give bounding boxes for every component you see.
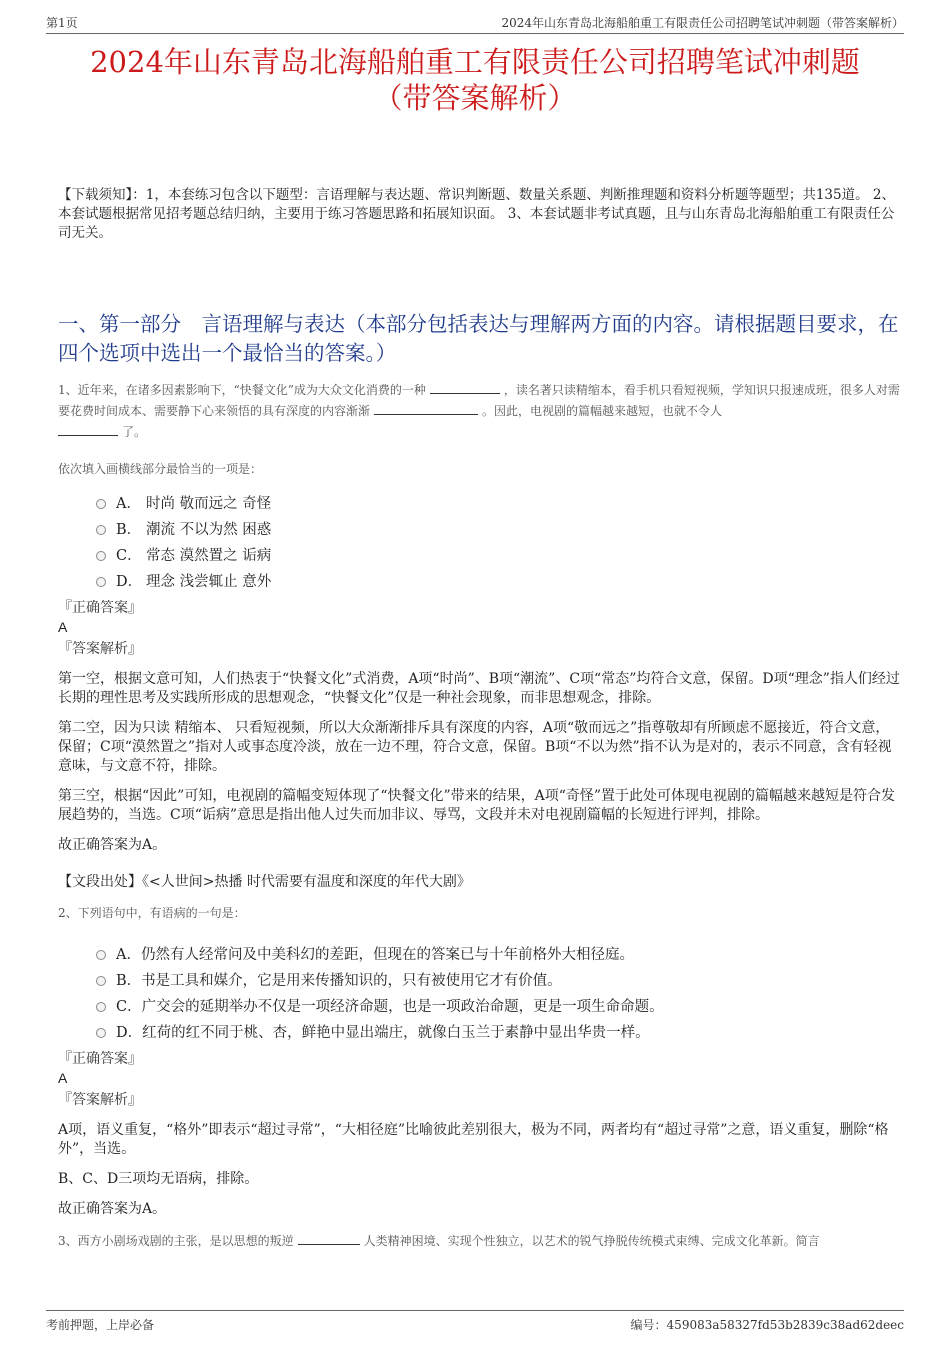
footer-slogan: 考前押题，上岸必备: [46, 1318, 155, 1332]
title-line-1: 2024年山东青岛北海船舶重工有限责任公司招聘笔试冲刺题: [90, 45, 860, 79]
blank-3: [58, 423, 118, 436]
footer-doc-id: 编号：459083a58327fd53b2839c38ad62deec: [630, 1318, 904, 1332]
section-heading: 一、第一部分 言语理解与表达（本部分包括表达与理解两方面的内容。请根据题目要求，在四个选项中选出一个最恰当的答案。）: [58, 312, 899, 365]
question-area: [58, 380, 902, 1252]
radio-icon[interactable]: [96, 525, 106, 535]
analysis-label: 『答案解析』: [58, 1092, 142, 1108]
blank-2: [374, 402, 478, 415]
radio-icon[interactable]: [96, 976, 106, 986]
question-1-stem: 1、近年来，在诸多因素影响下，“快餐文化”成为大众文化消费的一种 ，读名著只读精缩本，看手机只看短视频，学知识只报速成班，很多人对需要花费时间成本、需要静下心来领悟的具有深度的内容渐渐 。因此，电视剧的篇幅越来越短，也就不令人 了。: [58, 383, 900, 439]
question-3-stem: 3、西方小剧场戏剧的主张，是以思想的叛逆 人类精神困境、实现个性独立，以艺术的锐气挣脱传统模式束缚、完成文化革新。简言: [58, 1234, 820, 1248]
correct-answer-label: 『正确答案』: [58, 600, 142, 616]
radio-icon[interactable]: [96, 551, 106, 561]
blank-1: [430, 381, 500, 394]
q1-analysis-4: 故正确答案为A。: [58, 837, 167, 853]
download-notice: 【下载须知】：1，本套练习包含以下题型：言语理解与表达题、常识判断题、数量关系题、判断推理题和资料分析题等题型；共135道。 2、本套试题根据常见招考题总结归纳，主要用于练习答题思路和拓展知识面。 3、本套试题非考试真题，且与山东青岛北海船舶重工有限责任公司无关。: [58, 187, 895, 241]
page-footer: [46, 1310, 904, 1333]
q1-analysis-3: 第三空，根据“因此”可知，电视剧的篇幅变短体现了“快餐文化”带来的结果，A项“奇怪”置于此处可体现电视剧的篇幅越来越短是符合发展趋势的，当选。C项“诟病”意思是指出他人过失而加非议、辱骂，文段并未对电视剧篇幅的长短进行评判，排除。: [58, 788, 896, 823]
q1-analysis-2: 第二空，因为只读 精缩本、 只看短视频，所以大众渐渐排斥具有深度的内容，A项“敬而远之”指尊敬却有所顾虑不愿接近，符合文意，保留；C项“漠然置之”指对人或事态度冷淡，放在一边不理，符合文意，保留。B项“不以为然”指不认为是对的，表示不同意，含有轻视意味，与文意不符，排除。: [58, 720, 892, 774]
blank-q3: [298, 1232, 360, 1245]
analysis-label: 『答案解析』: [58, 641, 142, 657]
correct-answer-label: 『正确答案』: [58, 1051, 142, 1067]
radio-icon[interactable]: [96, 499, 106, 509]
q2-analysis-2: B、C、D三项均无语病，排除。: [58, 1171, 259, 1187]
q2-analysis-3: 故正确答案为A。: [58, 1201, 167, 1217]
header-doc-title: 2024年山东青岛北海船舶重工有限责任公司招聘笔试冲刺题（带答案解析）: [501, 16, 904, 30]
radio-icon[interactable]: [96, 950, 106, 960]
q1-option-c[interactable]: C． 常态 漠然置之 诟病: [96, 543, 902, 569]
q1-source: 【文段出处】《<人世间>热播 时代需要有温度和深度的年代大剧》: [58, 874, 471, 890]
q1-answer: A: [58, 619, 68, 635]
q2-option-a[interactable]: A．仍然有人经常问及中美科幻的差距，但现在的答案已与十年前格外大相径庭。: [96, 942, 902, 968]
q1-option-b[interactable]: B． 潮流 不以为然 困惑: [96, 517, 902, 543]
page-header: [46, 14, 904, 34]
radio-icon[interactable]: [96, 577, 106, 587]
q2-option-d[interactable]: D．红荷的红不同于桃、杏，鲜艳中显出端庄，就像白玉兰于素静中显出华贵一样。: [96, 1020, 902, 1046]
q2-option-c[interactable]: C．广交会的延期举办不仅是一项经济命题，也是一项政治命题，更是一项生命命题。: [96, 994, 902, 1020]
question-2-options: [96, 942, 902, 1046]
title-line-2: （带答案解析）: [373, 81, 577, 115]
q2-option-b[interactable]: B．书是工具和媒介，它是用来传播知识的，只有被使用它才有价值。: [96, 968, 902, 994]
radio-icon[interactable]: [96, 1002, 106, 1012]
page-number: 第1页: [46, 16, 78, 30]
radio-icon[interactable]: [96, 1028, 106, 1038]
q2-answer: A: [58, 1070, 68, 1086]
q1-option-d[interactable]: D． 理念 浅尝辄止 意外: [96, 569, 902, 595]
question-2-stem: 2、下列语句中，有语病的一句是：: [58, 906, 246, 920]
question-1-hint: 依次填入画横线部分最恰当的一项是：: [58, 462, 263, 476]
q1-option-a[interactable]: A． 时尚 敬而远之 奇怪: [96, 491, 902, 517]
q2-analysis-1: A项，语义重复，“格外”即表示“超过寻常”，“大相径庭”比喻彼此差别很大，极为不同，两者均有“超过寻常”之意，语义重复，删除“格外”，当选。: [58, 1122, 889, 1157]
document-title: [40, 44, 910, 116]
q1-analysis-1: 第一空，根据文意可知，人们热衷于“快餐文化”式消费，A项“时尚”、B项“潮流”、C项“常态”均符合文意，保留。D项“理念”指人们经过长期的理性思考及实践所形成的思想观念，“快餐文化”仅是一种社会现象，而非思想观念，排除。: [58, 671, 900, 706]
question-1-options: [96, 491, 902, 595]
